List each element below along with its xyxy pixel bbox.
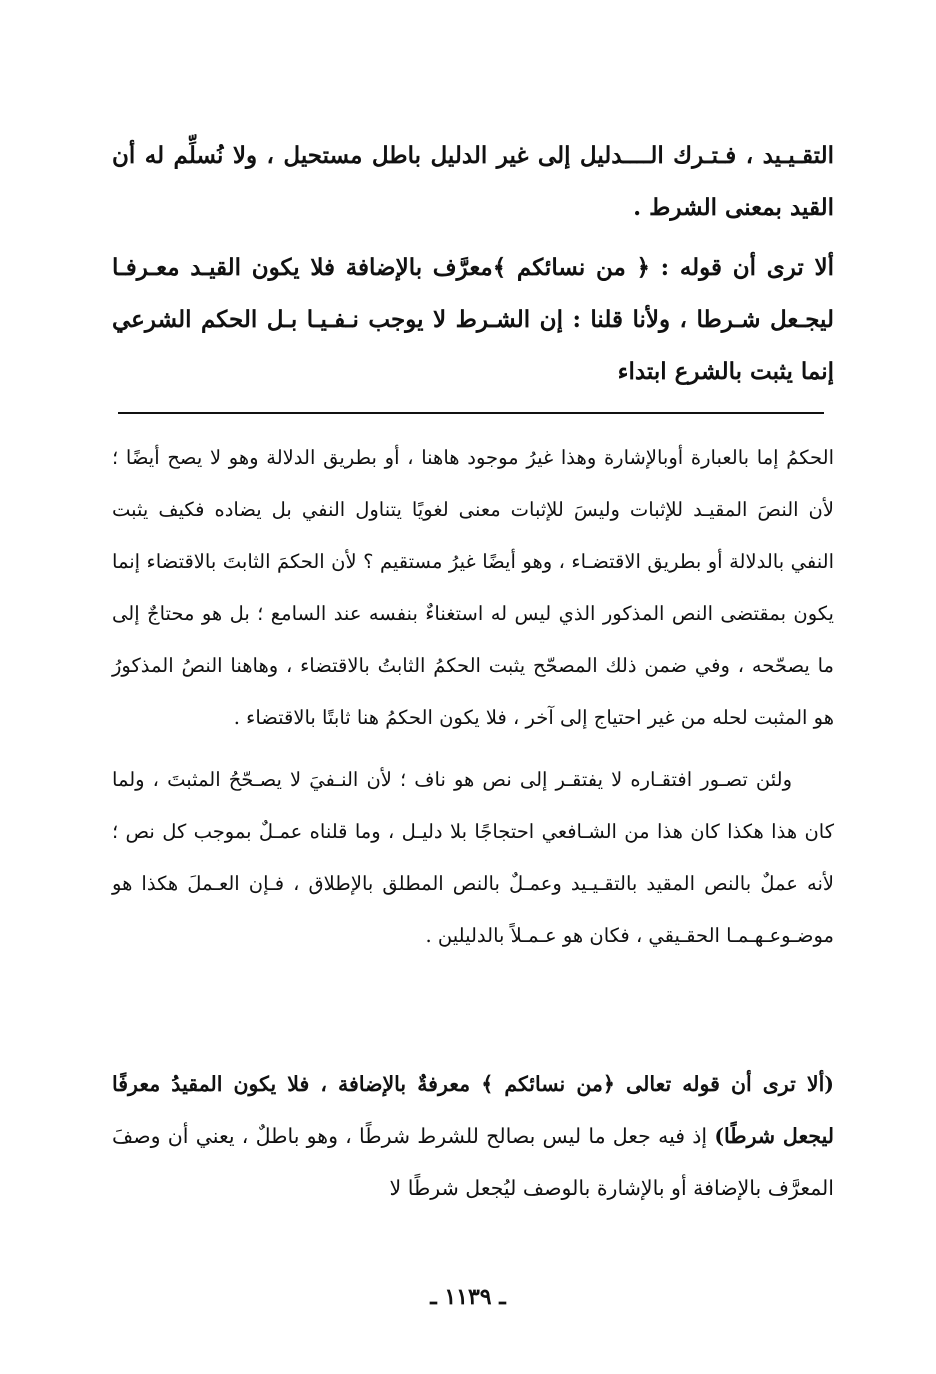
commentary-paragraph-2: ولئن تصـور افتقـاره لا يفتقـر إلى نص هو ناف ؛ لأن النـفيَ لا يصـحّحُ المثبتَ ، ولما كان هذا هكذا كان هذا من الشـافعي احتجاجًا بلا دليـل ، وما قلناه عمـلٌ بموجب كل نص ؛ لأنه عملٌ بالنص المقيد بالتقـيـيد وعمـلٌ بالنص المطلق بالإطلاق ، فـإن العـملَ هكذا هو موضـوعـهـمـا الحقـيقي ، فكان هو عـمـلاً بالدليلين .	[112, 768, 834, 947]
main-paragraph-2: ألا ترى أن قوله : ﴿ من نسائكم ﴾معرَّف بالإضافة فلا يكون القيـد معـرفـا ليجـعل شـرطا ، ولأنا قلنا : إن الشـرط لا يوجب نـفـيـا بـل الحكم الشرعي إنما يثبت بالشرع ابتداء	[112, 254, 834, 385]
quote-text	[112, 1058, 834, 1214]
quote-bold-part: (ألا ترى أن قوله تعالى ﴿من نسائكم ﴾ معرفةٌ بالإضافة ، فلا يكون المقيدُ معرفًا ليجعل شرطًا)	[112, 1072, 834, 1148]
commentary-paragraph-1: الحكمُ إما بالعبارة أوبالإشارة وهذا غيرُ موجود هاهنا ، أو بطريق الدلالة وهو لا يصح أيضًا ؛ لأن النصَ المقيـد للإثبات وليسَ للإثبات معنى لغويًا يتناول النفي بل يضاده فكيف يثبت النفي بالدلالة أو بطريق الاقتضـاء ، وهو أيضًا غيرُ مستقيم ؟ لأن الحكمَ الثابتَ بالاقتضاء إنما يكون بمقتضى النص المذكور الذي ليس له استغناءٌ بنفسه عند السامع ؛ بل هو محتاجٌ إلى ما يصحّحه ، وفي ضمن ذلك المصحّح يثبت الحكمُ الثابتُ بالاقتضاء ، وهاهنا النصُ المذكورُ هو المثبت لحله من غير احتياج إلى آخر ، فلا يكون الحكمُ هنا ثابتًا بالاقتضاء .	[112, 446, 834, 729]
footnote-divider	[118, 412, 824, 414]
page-number: ـ ١١٣٩ ـ	[430, 1284, 506, 1310]
commentary-text	[112, 432, 834, 962]
main-text	[112, 130, 834, 398]
main-paragraph-1: التقـيـيد ، فـتـرك الــــدليل إلى غير الدليل باطل مستحيل ، ولا نُسلِّم له أن القيد بمعنى الشرط .	[112, 142, 834, 221]
quote-normal-part: إذ فيه جعل ما ليس بصالح للشرط شرطًا ، وهو باطلٌ ، يعني أن وصفَ المعرَّف بالإضافة أو بالإشارة بالوصف ليُجعل شرطًا لا	[112, 1124, 834, 1200]
quote-paragraph	[112, 1058, 834, 1214]
